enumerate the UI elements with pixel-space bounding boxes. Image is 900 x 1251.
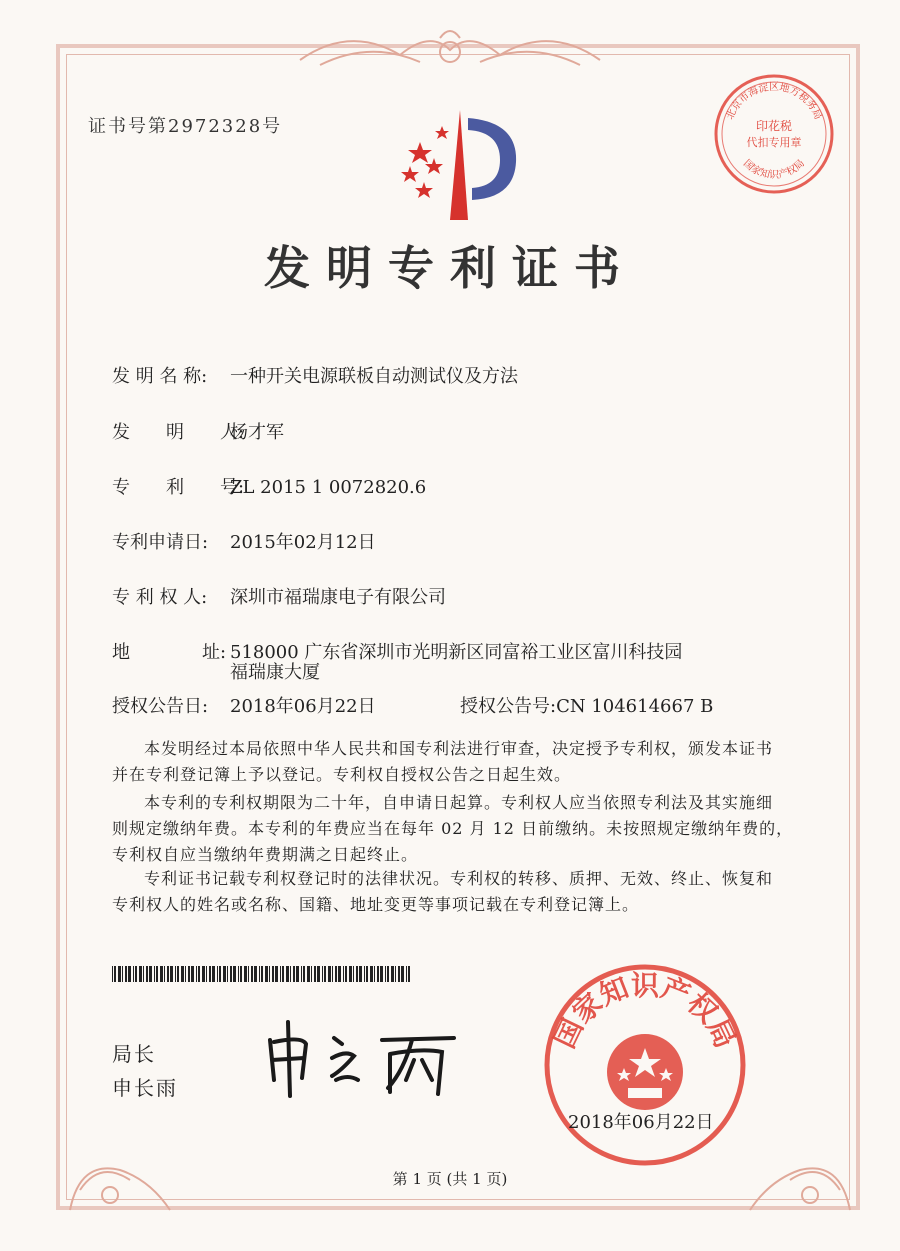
barcode-bar <box>170 966 173 982</box>
barcode-bar <box>307 966 310 982</box>
invention-name-row <box>112 362 518 388</box>
svg-text:国家知识产权局: 国家知识产权局 <box>741 157 807 181</box>
barcode-bar <box>118 966 121 982</box>
barcode-bar <box>139 966 142 982</box>
barcode-bar <box>219 966 221 982</box>
inventor-row <box>112 418 284 444</box>
barcode-bar <box>343 966 344 982</box>
page-footer: 第 1 页 (共 1 页) <box>392 1170 508 1188</box>
barcode <box>112 966 412 982</box>
filing-date-value: 2015年02月12日 <box>230 532 376 553</box>
barcode-bar <box>338 966 341 982</box>
certificate-number: 证书号第2972328号 <box>88 116 283 137</box>
barcode-bar <box>370 966 373 982</box>
barcode-bar <box>408 966 410 982</box>
grant-number-label: 授权公告号: <box>460 696 557 717</box>
barcode-bar <box>328 966 331 982</box>
invention-name-value: 一种开关电源联板自动测试仪及方法 <box>230 366 518 387</box>
patentee-row <box>112 583 446 609</box>
p2-line2: 则规定缴纳年费。本专利的年费应当在每年 02 月 12 日前缴纳。未按照规定缴纳年费的， <box>112 819 794 838</box>
address-label: 地 址: <box>112 642 227 663</box>
barcode-bar <box>290 966 291 982</box>
barcode-bar <box>198 966 200 982</box>
p1-line2: 并在专利登记簿上予以登记。专利权自授权公告之日起生效。 <box>112 765 572 784</box>
barcode-bar <box>317 966 320 982</box>
barcode-bar <box>391 966 394 982</box>
barcode-bar <box>322 966 323 982</box>
barcode-bar <box>112 966 113 982</box>
barcode-bar <box>324 966 326 982</box>
barcode-bar <box>366 966 368 982</box>
inventor-value: 杨才军 <box>230 422 284 443</box>
barcode-bar <box>185 966 186 982</box>
barcode-bar <box>332 966 333 982</box>
barcode-bar <box>233 966 236 982</box>
p3-line1: 专利证书记载专利权登记时的法律状况。专利权的转移、质押、无效、终止、恢复和 <box>144 869 774 888</box>
barcode-bar <box>125 966 127 982</box>
barcode-bar <box>345 966 347 982</box>
barcode-bar <box>167 966 169 982</box>
barcode-bar <box>143 966 144 982</box>
barcode-bar <box>122 966 123 982</box>
p1-line1: 本发明经过本局依照中华人民共和国专利法进行审查，决定授予专利权，颁发本证书 <box>144 739 774 758</box>
patent-number-row <box>112 473 426 499</box>
address-line1: 518000 广东省深圳市光明新区同富裕工业区富川科技园 <box>230 642 683 663</box>
barcode-bar <box>244 966 247 982</box>
barcode-bar <box>248 966 249 982</box>
barcode-bar <box>114 966 116 982</box>
barcode-bar <box>196 966 197 982</box>
filing-date-label: 专利申请日: <box>112 532 209 553</box>
barcode-bar <box>191 966 194 982</box>
barcode-bar <box>156 966 158 982</box>
barcode-bar <box>311 966 312 982</box>
filing-date-row <box>112 528 376 554</box>
patent-office-logo <box>388 100 528 230</box>
barcode-bar <box>293 966 295 982</box>
grant-date-value: 2018年06月22日 <box>230 696 376 717</box>
barcode-bar <box>259 966 260 982</box>
barcode-bar <box>202 966 205 982</box>
seal-date: 2018年06月22日 <box>568 1112 714 1133</box>
barcode-bar <box>303 966 305 982</box>
svg-text:印花税: 印花税 <box>755 119 793 133</box>
grant-date-row <box>112 692 376 718</box>
barcode-bar <box>128 966 131 982</box>
barcode-bar <box>349 966 352 982</box>
barcode-bar <box>160 966 163 982</box>
barcode-bar <box>377 966 379 982</box>
barcode-bar <box>149 966 152 982</box>
barcode-bar <box>209 966 211 982</box>
barcode-bar <box>164 966 165 982</box>
barcode-bar <box>230 966 232 982</box>
svg-text:代扣专用章: 代扣专用章 <box>746 136 802 149</box>
patentee-value: 深圳市福瑞康电子有限公司 <box>230 587 446 608</box>
body-paragraph-2 <box>112 790 802 868</box>
barcode-bar <box>146 966 148 982</box>
barcode-bar <box>240 966 242 982</box>
patentee-label: 专 利 权 人: <box>112 587 208 608</box>
address-row <box>112 638 682 664</box>
barcode-bar <box>261 966 263 982</box>
director-title: 局长 <box>112 1042 156 1066</box>
patent-number-label: 专 利 号: <box>112 477 245 498</box>
barcode-bar <box>133 966 134 982</box>
invention-name-label: 发 明 名 称: <box>112 366 208 387</box>
barcode-bar <box>177 966 179 982</box>
svg-text:北京市海淀区地方税务局: 北京市海淀区地方税务局 <box>724 82 824 122</box>
barcode-bar <box>269 966 270 982</box>
barcode-bar <box>282 966 284 982</box>
inventor-label: 发 明 人: <box>112 422 245 443</box>
grant-date-label: 授权公告日: <box>112 696 209 717</box>
barcode-bar <box>314 966 316 982</box>
barcode-bar <box>254 966 257 982</box>
tax-seal-stamp <box>712 72 836 196</box>
barcode-bar <box>353 966 354 982</box>
barcode-bar <box>188 966 190 982</box>
barcode-bar <box>401 966 404 982</box>
patent-number-value: ZL 2015 1 0072820.6 <box>230 477 427 498</box>
grant-number-row <box>460 692 713 718</box>
p3-line2: 专利权人的姓名或名称、国籍、地址变更等事项记载在专利登记簿上。 <box>112 895 640 914</box>
barcode-bar <box>380 966 383 982</box>
director-name: 申长雨 <box>112 1076 178 1100</box>
address-line2: 福瑞康大厦 <box>230 662 320 683</box>
top-ornament <box>290 20 610 80</box>
barcode-bar <box>364 966 365 982</box>
p2-line1: 本专利的专利权期限为二十年，自申请日起算。专利权人应当依照专利法及其实施细 <box>144 793 774 812</box>
barcode-bar <box>387 966 389 982</box>
barcode-bar <box>227 966 228 982</box>
barcode-bar <box>272 966 274 982</box>
barcode-bar <box>406 966 407 982</box>
state-ipo-seal <box>540 960 750 1170</box>
certificate-title: 发明专利证书 <box>264 241 636 295</box>
svg-text:国家知识产权局: 国家知识产权局 <box>547 969 743 1054</box>
barcode-bar <box>223 966 226 982</box>
barcode-bar <box>265 966 268 982</box>
barcode-bar <box>395 966 396 982</box>
barcode-bar <box>135 966 137 982</box>
barcode-bar <box>181 966 184 982</box>
barcode-bar <box>280 966 281 982</box>
barcode-bar <box>275 966 278 982</box>
barcode-bar <box>301 966 302 982</box>
body-paragraph-3 <box>112 866 802 918</box>
grant-number-value: CN 104614667 B <box>556 696 714 717</box>
barcode-bar <box>286 966 289 982</box>
barcode-bar <box>359 966 362 982</box>
p2-line3: 专利权自应当缴纳年费期满之日起终止。 <box>112 845 419 864</box>
barcode-bar <box>251 966 253 982</box>
barcode-bar <box>356 966 358 982</box>
barcode-bar <box>212 966 215 982</box>
body-paragraph-1 <box>112 736 802 788</box>
barcode-bar <box>206 966 207 982</box>
handwritten-signature <box>262 1010 462 1100</box>
barcode-bar <box>154 966 155 982</box>
barcode-bar <box>374 966 375 982</box>
barcode-bar <box>175 966 176 982</box>
barcode-bar <box>296 966 299 982</box>
barcode-bar <box>217 966 218 982</box>
barcode-bar <box>385 966 386 982</box>
barcode-bar <box>238 966 239 982</box>
barcode-bar <box>398 966 400 982</box>
barcode-bar <box>335 966 337 982</box>
